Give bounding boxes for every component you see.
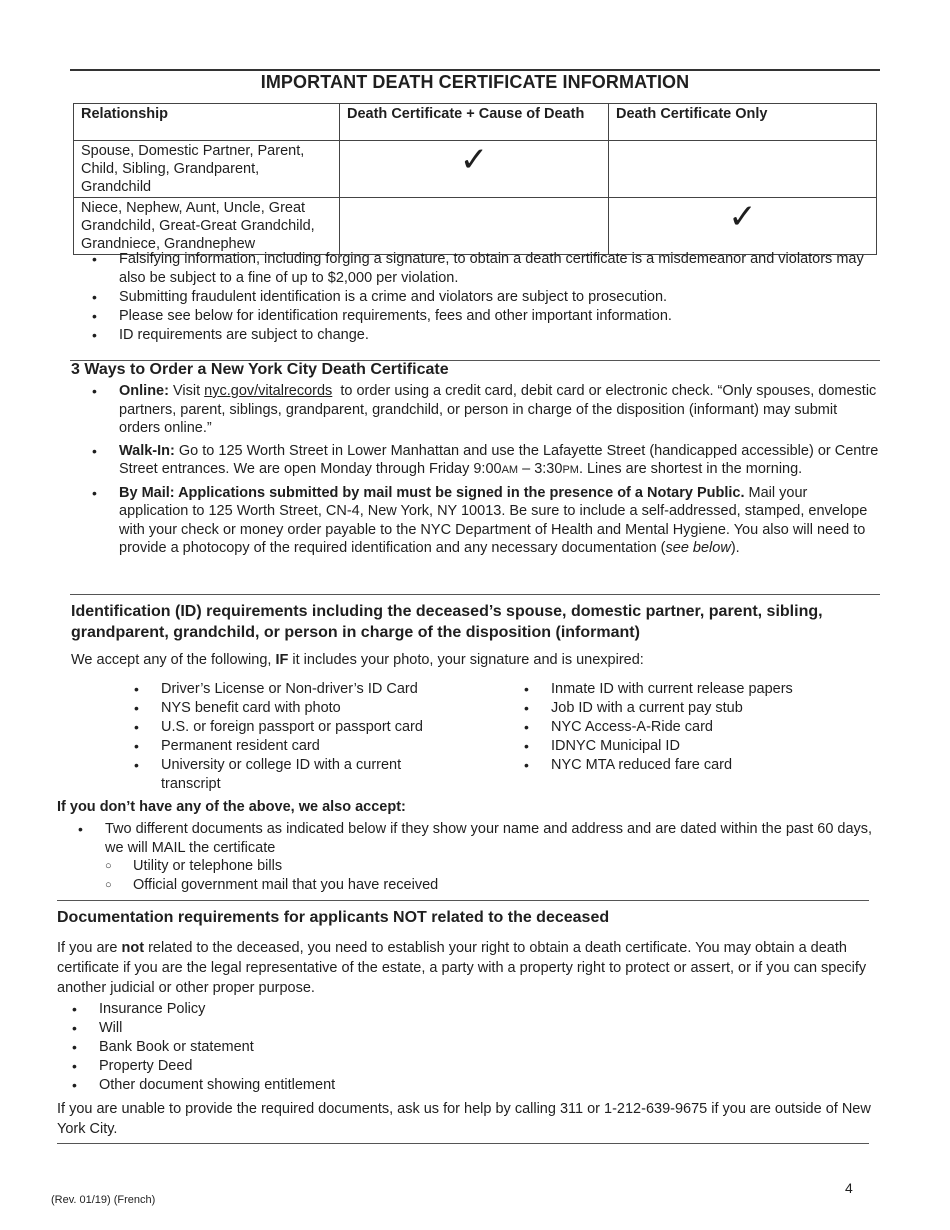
doc-para-pre: If you are — [57, 940, 118, 956]
table-header-row — [74, 104, 877, 141]
cert-only-cell — [609, 141, 877, 198]
vitalrecords-link[interactable]: nyc.gov/vitalrecords — [204, 383, 333, 399]
table-row — [74, 141, 877, 198]
list-item: • Please see below for identification requirements, fees and other important information. — [119, 307, 879, 326]
page-number: 4 — [845, 1180, 853, 1196]
warning-notes-list — [119, 250, 879, 345]
list-item: • NYC MTA reduced fare card — [551, 756, 871, 775]
ways-heading: 3 Ways to Order a New York City Death Certificate — [71, 361, 449, 378]
list-item: • NYS benefit card with photo — [161, 699, 461, 718]
online-label: Online: — [119, 383, 169, 399]
walkin-label: Walk-In: — [119, 442, 175, 459]
accept-if: IF — [275, 652, 289, 668]
relationship-cell: Niece, Nephew, Aunt, Uncle, Great Grandchild, Great-Great Grandchild, Grandniece, Grandnephew — [74, 198, 340, 255]
mail-end: ). — [730, 540, 740, 556]
list-item: • Will — [99, 1019, 335, 1038]
accept-post: it includes your photo, your signature and is unexpired: — [292, 652, 644, 668]
list-item — [105, 820, 875, 894]
walkin-am: AM — [501, 464, 519, 476]
walkin-dash: – 3:30 — [518, 461, 563, 477]
list-item: ○ Official government mail that you have received — [105, 876, 875, 895]
id-list-left — [161, 680, 461, 794]
list-item: • Insurance Policy — [99, 1000, 335, 1019]
documents-list — [99, 1000, 335, 1095]
walkin-pm: PM — [562, 464, 579, 476]
walkin-text — [119, 443, 878, 478]
mail-label: By Mail: Applications submitted by mail must be signed in the presence of a Notary Public. — [119, 484, 745, 501]
list-item: • Driver’s License or Non-driver’s ID Card — [161, 680, 461, 699]
documentation-paragraph — [57, 938, 872, 998]
revision-note: (Rev. 01/19) (French) — [51, 1194, 156, 1206]
list-item: • University or college ID with a current transcript — [161, 756, 461, 794]
relationship-cell: Spouse, Domestic Partner, Parent, Child, Sibling, Grandparent, Grandchild — [74, 141, 340, 198]
list-item: • IDNYC Municipal ID — [551, 737, 871, 756]
section-divider — [57, 900, 869, 901]
accept-statement — [71, 652, 644, 668]
see-below: see below — [665, 540, 731, 556]
table-row — [74, 198, 877, 255]
checkmark-icon: ✓ — [459, 140, 489, 180]
header-relationship: Relationship — [74, 104, 340, 141]
mail-method — [119, 484, 879, 558]
doc-para-post: related to the deceased, you need to establish your right to obtain a death certificate. You may obtain a death certificate if you are the legal representative of the estate, a party with a property right to protect or assert, or if you can specify another judicial or other proper purpose. — [57, 940, 867, 996]
cert-only-cell — [609, 198, 877, 255]
cert-cause-cell — [340, 141, 609, 198]
checkmark-icon: ✓ — [728, 197, 757, 237]
list-item: • Other document showing entitlement — [99, 1076, 335, 1095]
list-item: • U.S. or foreign passport or passport card — [161, 718, 461, 737]
header-cert-cause: Death Certificate + Cause of Death — [340, 104, 609, 141]
certificate-eligibility-table — [73, 103, 877, 255]
header-cert-only: Death Certificate Only — [609, 104, 877, 141]
alternative-docs-heading: If you don’t have any of the above, we also accept: — [57, 799, 406, 815]
list-item: • Bank Book or statement — [99, 1038, 335, 1057]
list-item: • NYC Access-A-Ride card — [551, 718, 871, 737]
documentation-heading: Documentation requirements for applicants NOT related to the deceased — [57, 909, 610, 926]
section-divider — [70, 594, 880, 595]
id-list-right — [551, 680, 871, 775]
list-item: • ID requirements are subject to change. — [119, 326, 879, 345]
list-item: • Permanent resident card — [161, 737, 461, 756]
walkin-method — [119, 442, 879, 480]
walkin-text-1: Go to 125 Worth Street in Lower Manhattan and use the Lafayette Street (handicapped accessible) or Centre Street entrances. We are open Monday through Friday 9:00 — [119, 442, 879, 477]
top-rule — [70, 69, 880, 71]
list-item: • Property Deed — [99, 1057, 335, 1076]
page-title: IMPORTANT DEATH CERTIFICATE INFORMATION — [260, 72, 690, 92]
online-text: to order using a credit card, debit card or electronic check. “Only spouses, domestic partners, parent, siblings, grandparent, grandchild, or person in charge of the disposition (informant) may submit orders online.” — [119, 383, 877, 436]
cert-cause-cell — [340, 198, 609, 255]
accept-pre: We accept any of the following, — [71, 652, 272, 668]
alternative-docs-list — [105, 820, 875, 894]
help-text: If you are unable to provide the required documents, ask us for help by calling 311 or 1-212-639-9675 if you are outside of New York City. — [57, 1101, 871, 1137]
alt-sub-list — [105, 857, 875, 894]
list-item: • Inmate ID with current release papers — [551, 680, 871, 699]
doc-para-not: not — [121, 940, 145, 956]
order-methods-list — [119, 382, 879, 562]
online-pre: Visit — [172, 383, 201, 399]
list-item: • Submitting fraudulent identification is a crime and violators are subject to prosecution. — [119, 288, 879, 307]
id-requirements-heading: Identification (ID) requirements including the deceased’s spouse, domestic partner, parent, sibling, grandparent, grandchild, or person in charge of the disposition (informant) — [71, 603, 823, 641]
list-item: • Job ID with a current pay stub — [551, 699, 871, 718]
online-method — [119, 382, 879, 438]
bottom-rule — [57, 1143, 869, 1144]
list-item: • Falsifying information, including forging a signature, to obtain a death certificate is a misdemeanor and violators may also be subject to a fine of up to $2,000 per violation. — [119, 250, 879, 287]
mail-text: Mail your application to 125 Worth Street, CN-4, New York, NY 10013. Be sure to include a self-addressed, stamped, envelope with your check or money order payable to the NYC Department of Health and Mental Hygiene. You also will need to provide a photocopy of the required identification and any necessary documentation ( — [119, 484, 868, 556]
walkin-text-2: . Lines are shortest in the morning. — [578, 461, 803, 477]
alt-item-text: Two different documents as indicated below if they show your name and address and are dated within the past 60 days, we will MAIL the certificate — [105, 821, 873, 856]
list-item: ○ Utility or telephone bills — [105, 857, 875, 876]
